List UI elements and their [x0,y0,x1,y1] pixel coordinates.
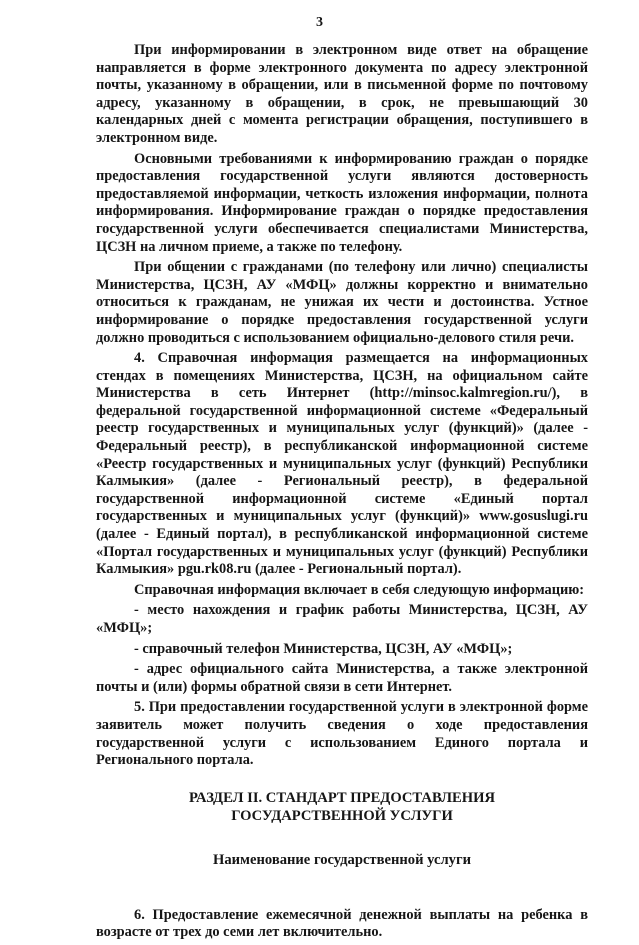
paragraph-reference-information: 4. Справочная информация размещается на информационных стендах в помещениях Министерства, ЦСЗН, на официальном сайте Министерства в сеть Интернет (http://minsoc.kalmregion.ru/), в федеральной государственной информационной системе «Федеральный реестр государственных и муниципальных услуг (функций)» (далее - Федеральный реестр), в республиканской информационной системе «Реестр государственных и муниципальных услуг (функций) Республики Калмыкия» (далее - Региональный реестр), в федеральной государственной информационной системе «Единый портал государственных и муниципальных услуг (функций)» www.gosuslugi.ru (далее - Единый портал), в республиканской информационной системе «Портал государственных и муниципальных услуг (функций) Республики Калмыкия» pgu.rk08.ru (далее - Региональный портал). [96,350,588,578]
list-item-website-email: - адрес официального сайта Министерства, а также электронной почты и (или) формы обратной связи в сети Интернет. [96,661,588,695]
paragraph-electronic-response: При информировании в электронном виде ответ на обращение направляется в форме электронного документа по адресу электронной почты, указанному в обращении, или в письменной форме по почтовому адресу, указанному в обращении, в срок, не превышающий 30 календарных дней с момента регистрации обращения, поступившего в электронном виде. [96,42,588,146]
section-title-line-1: РАЗДЕЛ II. СТАНДАРТ ПРЕДОСТАВЛЕНИЯ [189,789,495,806]
list-item-location-schedule: - место нахождения и график работы Министерства, ЦСЗН, АУ «МФЦ»; [96,602,588,636]
page-number: 3 [316,15,323,30]
paragraph-communication-rules: При общении с гражданами (по телефону или лично) специалисты Министерства, ЦСЗН, АУ «МФЦ» должны корректно и внимательно относиться к гражданам, не унижая их чести и достоинства. Устное информирование о порядке предоставления государственной услуги должно проводиться с использованием официально-делового стиля речи. [96,259,588,346]
section-title-line-2: ГОСУДАРСТВЕННОЙ УСЛУГИ [231,807,453,824]
paragraph-electronic-status: 5. При предоставлении государственной услуги в электронной форме заявитель может получить сведения о ходе предоставления государственной услуги с использованием Единого портала и Регионального портала. [96,699,588,769]
subsection-title: Наименование государственной услуги [213,851,471,868]
paragraph-reference-includes: Справочная информация включает в себя следующую информацию: [134,581,585,598]
paragraph-information-requirements: Основными требованиями к информированию граждан о порядке предоставления государственной услуги являются достоверность предоставляемой информации, четкость изложения информации, полнота информирования. Информирование граждан о порядке предоставления государственной услуги обеспечивается специалистами Министерства, ЦСЗН на личном приеме, а также по телефону. [96,150,588,255]
list-item-reference-phone: - справочный телефон Министерства, ЦСЗН, АУ «МФЦ»; [134,640,513,657]
document-content [96,42,588,945]
paragraph-service-name: 6. Предоставление ежемесячной денежной выплаты на ребенка в возрасте от трех до семи лет включительно. [96,906,588,941]
